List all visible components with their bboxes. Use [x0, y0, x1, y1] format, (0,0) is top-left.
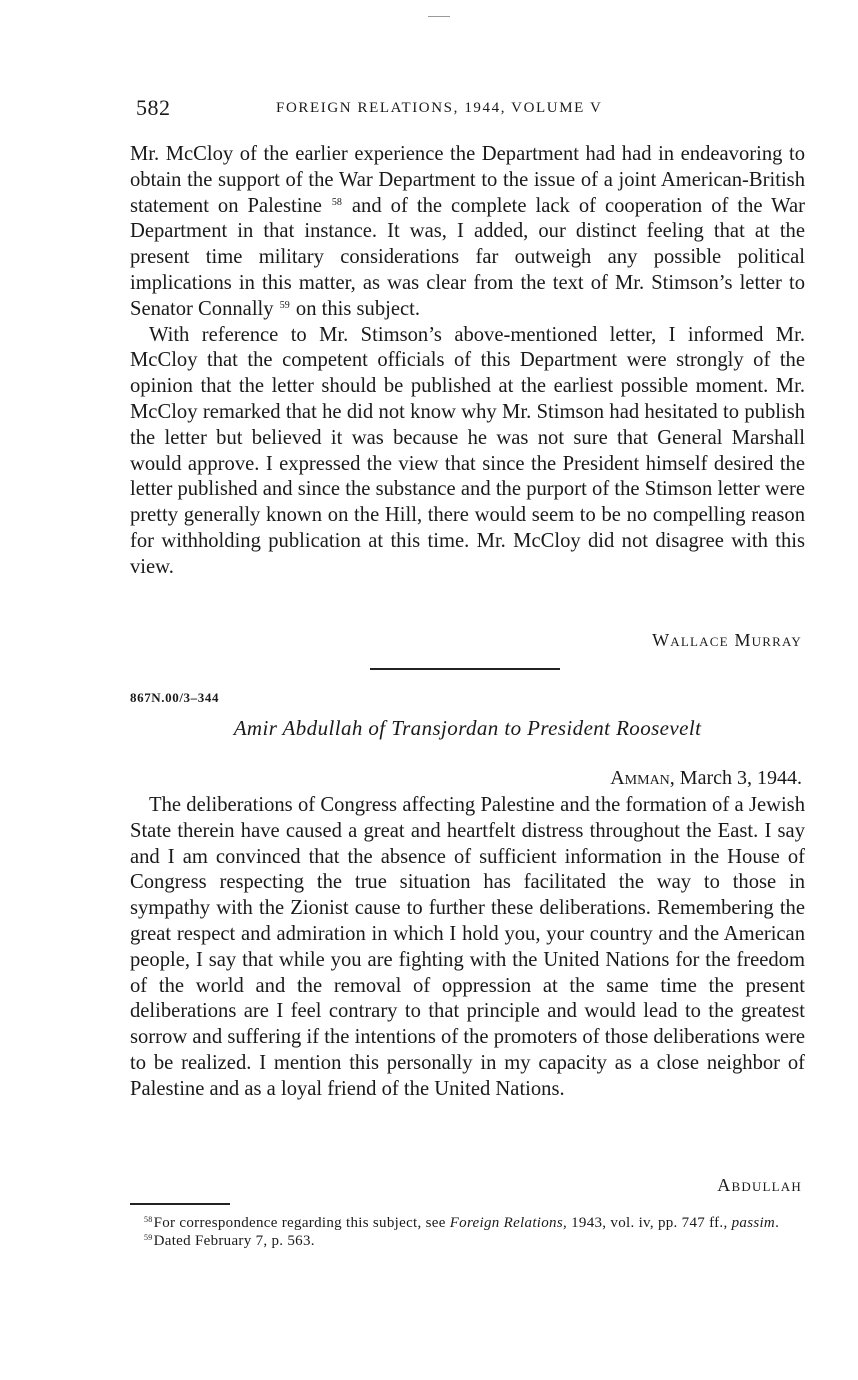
footnote-58-text-3: .: [775, 1215, 780, 1231]
memo-paragraph-1: [130, 142, 805, 323]
page-number: 582: [136, 95, 171, 120]
footnote-59-mark: 59: [144, 1232, 153, 1242]
memo-paragraph-1-part-1: Mr. McCloy of the earlier experience the Department had had in endeavoring to obtain the support of the War Department to the issue of a joint American-British statement on Palestine: [130, 143, 805, 217]
memo-body: [130, 142, 805, 581]
footnote-58-text-1: For correspondence regarding this subject, see: [153, 1215, 446, 1231]
page-top-mark: [428, 16, 450, 17]
footnote-58-text-2: , 1943, vol. iv, pp. 747 ff.,: [563, 1215, 728, 1231]
letter-signature: Abdullah: [717, 1175, 802, 1195]
document-title: Amir Abdullah of Transjordan to President Roosevelt: [233, 716, 702, 740]
footnote-58-passim: passim: [731, 1215, 776, 1231]
footnotes: [130, 1215, 805, 1250]
memo-paragraph-1-part-2: and of the complete lack of cooperation of the War Department in that instance. It was, I added, our distinct feeling that at the present time military considerations far outweigh any possible political implications in this matter, as was clear from the text of Mr. Stimson’s letter to Senator Connally: [130, 194, 805, 320]
dateline-date: , March 3, 1944.: [669, 767, 802, 789]
dateline-place: Amman: [610, 767, 670, 789]
footnote-ref-58: 58: [331, 196, 342, 208]
footnote-divider: [130, 1203, 230, 1205]
footnote-59-text: Dated February 7, p. 563.: [153, 1232, 315, 1249]
memo-paragraph-1-part-3: on this subject.: [295, 297, 421, 320]
letter-paragraph: The deliberations of Congress affecting Palestine and the formation of a Jewish State therein have caused a great and heartfelt distress throughout the East. I say and I am convinced that the absence of sufficient information in the House of Congress respecting the true situation has facilitated the way to those in sympathy with the Zionist cause to further these deliberations. Remembering the great respect and admiration in which I hold you, your country and the American people, I say that while you are fighting with the United Nations for the freedom of the world and the removal of oppression at the same time the present deliberations are I feel contrary to that principle and would lead to the greatest sorrow and suffering if the intentions of the promoters of those deliberations were to be realized. I mention this personally in my capacity as a close neighbor of Palestine and as a loyal friend of the United Nations.: [130, 794, 805, 1100]
dateline: [610, 767, 802, 790]
footnote-59: [130, 1233, 805, 1251]
section-divider: [370, 668, 560, 670]
page-header: [130, 95, 805, 125]
running-head: FOREIGN RELATIONS, 1944, VOLUME V: [276, 100, 603, 116]
footnote-ref-59: 59: [279, 299, 290, 311]
footnote-58-source: Foreign Relations: [449, 1215, 563, 1231]
footnote-58: [130, 1215, 805, 1233]
memo-paragraph-2: With reference to Mr. Stimson’s above-mentioned letter, I informed Mr. McCloy that the competent officials of this Department were strongly of the opinion that the letter should be published at the earliest possible moment. Mr. McCloy remarked that he did not know why Mr. Stimson had hesitated to publish the letter but believed it was because he was not sure that General Marshall would approve. I expressed the view that since the President himself desired the letter published and since the substance and the purport of the Stimson letter were pretty generally known on the Hill, there would seem to be no compelling reason for withholding publication at this time. Mr. McCloy did not disagree with this view.: [130, 323, 805, 578]
memo-signature: Wallace Murray: [652, 630, 802, 650]
file-number: 867N.00/3–344: [130, 690, 220, 705]
footnote-58-mark: 58: [144, 1215, 153, 1224]
letter-body: [130, 793, 805, 1103]
